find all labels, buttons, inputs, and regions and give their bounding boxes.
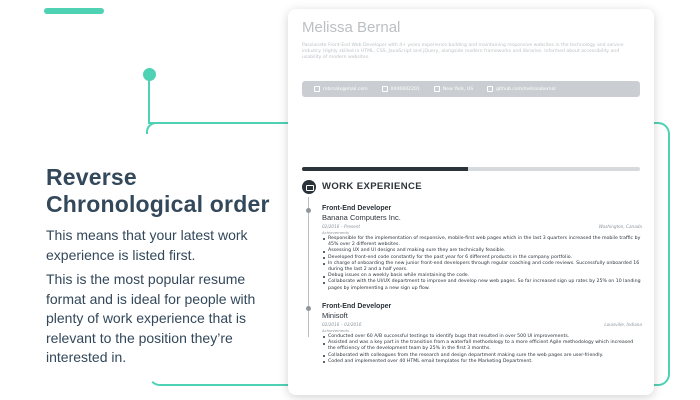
job-company: Banana Computers Inc. bbox=[322, 213, 401, 222]
job-location: Louisville, Indiana bbox=[604, 322, 642, 327]
section-title: WORK EXPERIENCE bbox=[322, 181, 422, 192]
timeline-dot bbox=[306, 208, 311, 213]
github-icon bbox=[487, 86, 493, 92]
achievements-label: Achievements bbox=[322, 230, 349, 235]
list-item: Assessing UX and UI designs and making sure they are technically feasible. bbox=[322, 248, 642, 254]
job-entry bbox=[322, 303, 642, 365]
timeline-line bbox=[308, 197, 309, 337]
resume-card bbox=[288, 9, 654, 395]
list-item: Assisted and was a key part in the transition from a waterfall methodology to a more efficient Agile methodology which increased the efficiency of the development team by 25% in the first 3 months. bbox=[322, 340, 642, 352]
briefcase-icon bbox=[302, 180, 316, 194]
list-item: In charge of onboarding the new junior front-end developers through regular coaching and code reviews. Successfully onboarded 16 during the last 2 and a half years. bbox=[322, 261, 642, 273]
list-item: Conducted over 60 A/B successful testings to identify bugs that resulted in over 500 UI improvements. bbox=[322, 334, 642, 340]
paragraph-description: This is the most popular resume format and is ideal for people with plenty of work experience that is relevant to the position they’re interested in. bbox=[46, 271, 256, 365]
section-progress-fill bbox=[302, 167, 468, 171]
list-item: Developed front-end code constantly for the past year for 6 different products in the company portfolio. bbox=[322, 255, 642, 261]
job-meta bbox=[322, 322, 642, 327]
list-item: Collaborated with colleagues from the research and design department making sure the web pages are user-friendly. bbox=[322, 353, 642, 359]
job-bullets bbox=[322, 236, 642, 292]
contact-github: github.com/melissabernal bbox=[487, 86, 556, 92]
job-dates: 02/2016 – 02/2016 bbox=[322, 322, 362, 327]
job-location: Washington, Canada bbox=[598, 224, 642, 229]
resume-name: Melissa Bernal bbox=[302, 19, 401, 36]
resume-header bbox=[288, 9, 654, 129]
mail-icon bbox=[314, 86, 320, 92]
paragraph-definition: This means that your latest work experience is listed first. bbox=[46, 227, 248, 263]
contact-phone: 0446602201 bbox=[382, 86, 420, 92]
job-title: Front-End Developer bbox=[322, 303, 392, 310]
contact-email: mbrnalx@mail.com bbox=[314, 86, 368, 92]
resume-summary: Passionate Front-End Web Developer with 4+ years experience building and maintaining responsive websites in the technology and service industry. Highly skilled in HTML, CSS, JavaScript and jQuery, alongside modern frameworks and libraries. Informed about accessibility and usability of modern websites. bbox=[302, 43, 624, 60]
job-meta bbox=[322, 224, 642, 229]
headline: Reverse Chronological order bbox=[46, 164, 270, 217]
job-bullets bbox=[322, 334, 642, 365]
job-company: Minisoft bbox=[322, 311, 348, 320]
decorative-dash bbox=[44, 8, 104, 14]
location-icon bbox=[434, 86, 440, 92]
job-title: Front-End Developer bbox=[322, 205, 392, 212]
contact-location: New York, US bbox=[434, 86, 473, 92]
job-dates: 02/2016 – Present bbox=[322, 224, 361, 229]
list-item: Debug issues on a weekly basis while maintaining the code. bbox=[322, 273, 642, 279]
section-progress-bar bbox=[302, 167, 640, 171]
achievements-label: Achievements bbox=[322, 328, 349, 333]
job-entry bbox=[322, 205, 642, 292]
list-item: Coded and implemented over 40 HTML email templates for the Marketing Department. bbox=[322, 359, 642, 365]
decorative-connector-line bbox=[148, 80, 150, 124]
list-item: Collaborate with the UI/UX department to improve and develop new web pages. So far increased sign up rates by 25% on 10 landing pages by implementing a new sign up flow. bbox=[322, 279, 642, 291]
phone-icon bbox=[382, 86, 388, 92]
contact-bar bbox=[302, 81, 640, 97]
list-item: Responsible for the implementation of responsive, mobile-first web pages which in the last 3 quarters increased the mobile traffic by 45% over 2 different websites. bbox=[322, 236, 642, 248]
timeline-dot bbox=[306, 306, 311, 311]
